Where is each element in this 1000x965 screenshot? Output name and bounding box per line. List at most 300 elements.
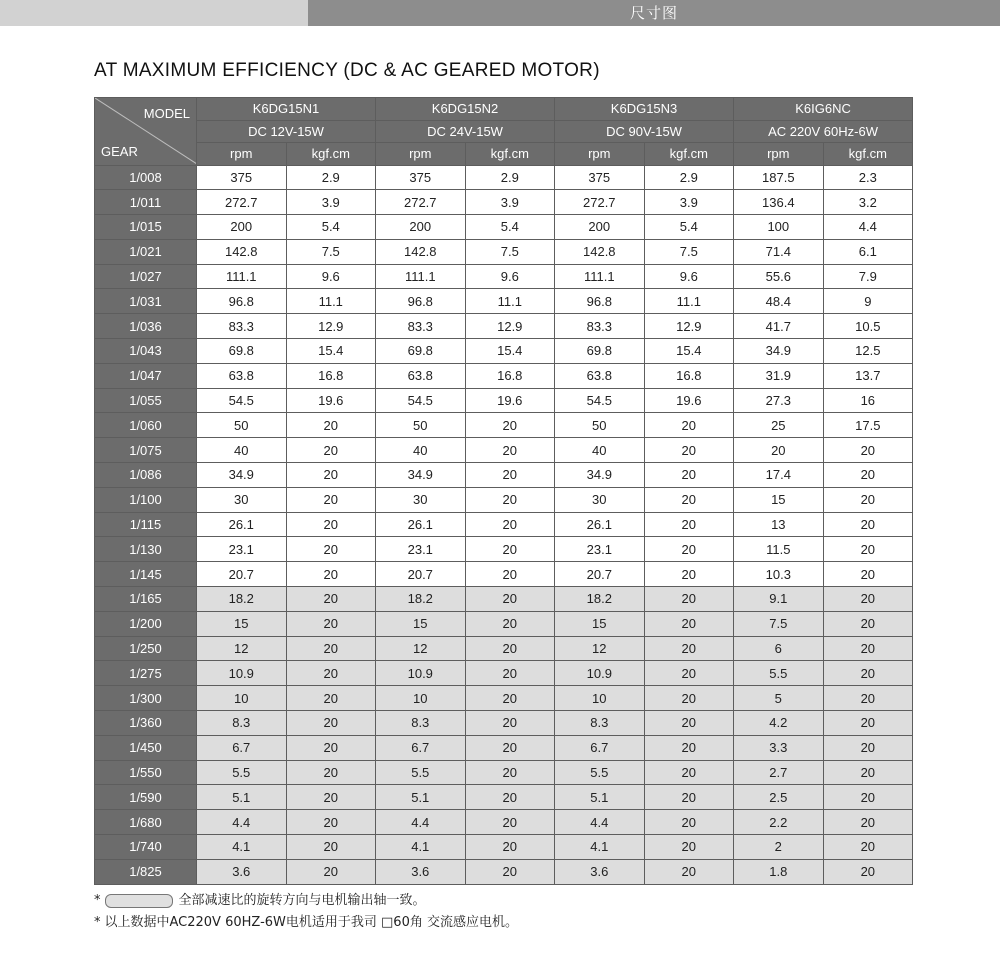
rpm-cell: 50	[376, 413, 466, 438]
table-row	[95, 512, 913, 537]
section-title: 尺寸图	[308, 0, 1000, 26]
torque-cell: 20	[644, 686, 734, 711]
torque-cell: 20	[465, 463, 555, 488]
table-row	[95, 215, 913, 240]
table-row	[95, 388, 913, 413]
torque-cell: 20	[465, 413, 555, 438]
gear-ratio-cell: 1/450	[95, 735, 197, 760]
torque-cell: 20	[823, 711, 913, 736]
gear-ratio-cell: 1/021	[95, 239, 197, 264]
rpm-cell: 83.3	[555, 314, 645, 339]
gear-ratio-cell: 1/011	[95, 190, 197, 215]
torque-cell: 5.4	[465, 215, 555, 240]
rpm-cell: 20	[734, 438, 824, 463]
torque-cell: 20	[465, 711, 555, 736]
rpm-cell: 96.8	[555, 289, 645, 314]
torque-cell: 20	[644, 587, 734, 612]
rpm-cell: 63.8	[197, 363, 287, 388]
gear-ratio-cell: 1/740	[95, 835, 197, 860]
torque-cell: 20	[465, 735, 555, 760]
torque-cell: 20	[823, 463, 913, 488]
rpm-cell: 15	[555, 611, 645, 636]
rpm-cell: 30	[197, 487, 287, 512]
torque-cell: 12.9	[644, 314, 734, 339]
torque-cell: 9.6	[465, 264, 555, 289]
rpm-cell: 23.1	[197, 537, 287, 562]
torque-cell: 20	[644, 735, 734, 760]
torque-cell: 20	[644, 636, 734, 661]
table-row	[95, 686, 913, 711]
rpm-cell: 17.4	[734, 463, 824, 488]
rpm-cell: 69.8	[555, 339, 645, 364]
table-row	[95, 363, 913, 388]
torque-cell: 12.9	[286, 314, 376, 339]
torque-cell: 9.6	[286, 264, 376, 289]
rpm-cell: 6.7	[376, 735, 466, 760]
rpm-cell: 69.8	[376, 339, 466, 364]
rpm-cell: 6.7	[555, 735, 645, 760]
torque-cell: 20	[644, 512, 734, 537]
rpm-cell: 83.3	[197, 314, 287, 339]
top-banner	[0, 0, 1000, 26]
table-row	[95, 264, 913, 289]
torque-cell: 5.4	[644, 215, 734, 240]
rpm-cell: 136.4	[734, 190, 824, 215]
rpm-cell: 63.8	[376, 363, 466, 388]
table-row	[95, 735, 913, 760]
corner-gear-label: GEAR	[101, 143, 138, 159]
torque-cell: 20	[286, 711, 376, 736]
gear-ratio-cell: 1/250	[95, 636, 197, 661]
model-name: K6DG15N1	[197, 98, 376, 121]
rpm-cell: 10.9	[376, 661, 466, 686]
rpm-cell: 26.1	[197, 512, 287, 537]
torque-cell: 20	[644, 711, 734, 736]
rpm-cell: 96.8	[376, 289, 466, 314]
rpm-cell: 3.6	[376, 859, 466, 884]
torque-cell: 20	[286, 487, 376, 512]
rpm-cell: 4.4	[555, 810, 645, 835]
torque-cell: 17.5	[823, 413, 913, 438]
torque-cell: 11.1	[286, 289, 376, 314]
torque-cell: 20	[465, 661, 555, 686]
torque-cell: 20	[644, 785, 734, 810]
rpm-cell: 5.1	[197, 785, 287, 810]
rpm-cell: 13	[734, 512, 824, 537]
table-row	[95, 438, 913, 463]
torque-cell: 20	[465, 636, 555, 661]
rpm-cell: 10.3	[734, 562, 824, 587]
table-row	[95, 314, 913, 339]
torque-cell: 20	[286, 785, 376, 810]
table-row	[95, 760, 913, 785]
torque-cell: 7.5	[465, 239, 555, 264]
table-row	[95, 587, 913, 612]
gear-ratio-cell: 1/680	[95, 810, 197, 835]
table-row	[95, 661, 913, 686]
torque-cell: 9.6	[644, 264, 734, 289]
rpm-cell: 5.5	[555, 760, 645, 785]
rpm-cell: 2.5	[734, 785, 824, 810]
gear-ratio-cell: 1/043	[95, 339, 197, 364]
torque-cell: 2.9	[465, 165, 555, 190]
unit-rpm: rpm	[734, 143, 824, 166]
torque-cell: 9	[823, 289, 913, 314]
model-name: K6DG15N3	[555, 98, 734, 121]
rpm-cell: 25	[734, 413, 824, 438]
rpm-cell: 4.4	[376, 810, 466, 835]
rpm-cell: 34.9	[197, 463, 287, 488]
rpm-cell: 71.4	[734, 239, 824, 264]
rpm-cell: 8.3	[197, 711, 287, 736]
torque-cell: 20	[465, 785, 555, 810]
torque-cell: 19.6	[286, 388, 376, 413]
torque-cell: 20	[286, 835, 376, 860]
torque-cell: 20	[286, 512, 376, 537]
torque-cell: 20	[823, 661, 913, 686]
table-row	[95, 289, 913, 314]
rpm-cell: 23.1	[376, 537, 466, 562]
torque-cell: 20	[465, 512, 555, 537]
gear-ratio-cell: 1/086	[95, 463, 197, 488]
torque-cell: 7.5	[644, 239, 734, 264]
gear-ratio-cell: 1/300	[95, 686, 197, 711]
rpm-cell: 2.2	[734, 810, 824, 835]
torque-cell: 15.4	[286, 339, 376, 364]
torque-cell: 20	[644, 413, 734, 438]
torque-cell: 20	[286, 611, 376, 636]
rpm-cell: 6	[734, 636, 824, 661]
torque-cell: 20	[286, 686, 376, 711]
gear-ratio-cell: 1/275	[95, 661, 197, 686]
torque-cell: 20	[644, 810, 734, 835]
rpm-cell: 83.3	[376, 314, 466, 339]
gear-ratio-cell: 1/360	[95, 711, 197, 736]
torque-cell: 20	[644, 835, 734, 860]
torque-cell: 20	[286, 587, 376, 612]
torque-cell: 16.8	[286, 363, 376, 388]
banner-left-strip	[0, 0, 308, 26]
table-row	[95, 487, 913, 512]
rpm-cell: 20.7	[197, 562, 287, 587]
rpm-cell: 375	[376, 165, 466, 190]
torque-cell: 20	[286, 661, 376, 686]
unit-torque: kgf.cm	[823, 143, 913, 166]
rpm-cell: 5.5	[376, 760, 466, 785]
torque-cell: 20	[286, 463, 376, 488]
torque-cell: 2.3	[823, 165, 913, 190]
table-row	[95, 785, 913, 810]
table-row	[95, 413, 913, 438]
gear-ratio-cell: 1/008	[95, 165, 197, 190]
rpm-cell: 30	[376, 487, 466, 512]
rpm-cell: 20.7	[376, 562, 466, 587]
gear-ratio-cell: 1/115	[95, 512, 197, 537]
torque-cell: 3.2	[823, 190, 913, 215]
rpm-cell: 40	[376, 438, 466, 463]
torque-cell: 20	[823, 785, 913, 810]
gear-ratio-cell: 1/145	[95, 562, 197, 587]
gear-ratio-cell: 1/036	[95, 314, 197, 339]
gear-ratio-cell: 1/590	[95, 785, 197, 810]
footnote-2	[94, 912, 518, 934]
rpm-cell: 4.1	[376, 835, 466, 860]
torque-cell: 20	[823, 760, 913, 785]
table-row	[95, 711, 913, 736]
rpm-cell: 20.7	[555, 562, 645, 587]
gear-ratio-cell: 1/060	[95, 413, 197, 438]
rpm-cell: 10.9	[555, 661, 645, 686]
torque-cell: 19.6	[465, 388, 555, 413]
rpm-cell: 4.4	[197, 810, 287, 835]
rpm-cell: 111.1	[197, 264, 287, 289]
rpm-cell: 200	[555, 215, 645, 240]
rpm-cell: 23.1	[555, 537, 645, 562]
torque-cell: 20	[465, 537, 555, 562]
rpm-cell: 15	[376, 611, 466, 636]
rpm-cell: 9.1	[734, 587, 824, 612]
model-spec: DC 90V-15W	[555, 120, 734, 143]
torque-cell: 20	[644, 661, 734, 686]
rpm-cell: 34.9	[555, 463, 645, 488]
rpm-cell: 5.5	[197, 760, 287, 785]
table-row	[95, 562, 913, 587]
rpm-cell: 272.7	[376, 190, 466, 215]
torque-cell: 13.7	[823, 363, 913, 388]
torque-cell: 20	[823, 611, 913, 636]
torque-cell: 20	[465, 611, 555, 636]
shaded-legend-swatch	[105, 894, 173, 908]
torque-cell: 20	[644, 611, 734, 636]
rpm-cell: 5.1	[376, 785, 466, 810]
model-name: K6IG6NC	[734, 98, 913, 121]
page-title: AT MAXIMUM EFFICIENCY (DC & AC GEARED MOTOR)	[94, 60, 600, 81]
table-row	[95, 239, 913, 264]
rpm-cell: 55.6	[734, 264, 824, 289]
footnote-text: 全部减速比的旋转方向与电机输出轴一致。	[178, 893, 426, 908]
rpm-cell: 63.8	[555, 363, 645, 388]
torque-cell: 20	[286, 636, 376, 661]
gear-ratio-cell: 1/031	[95, 289, 197, 314]
model-spec: DC 12V-15W	[197, 120, 376, 143]
gear-ratio-cell: 1/550	[95, 760, 197, 785]
rpm-cell: 40	[197, 438, 287, 463]
footnotes	[94, 890, 518, 934]
table-row	[95, 339, 913, 364]
torque-cell: 20	[465, 859, 555, 884]
torque-cell: 20	[465, 438, 555, 463]
torque-cell: 20	[823, 686, 913, 711]
rpm-cell: 272.7	[555, 190, 645, 215]
rpm-cell: 40	[555, 438, 645, 463]
rpm-cell: 8.3	[555, 711, 645, 736]
torque-cell: 20	[823, 537, 913, 562]
unit-rpm: rpm	[376, 143, 466, 166]
table-row	[95, 190, 913, 215]
torque-cell: 20	[823, 487, 913, 512]
torque-cell: 12.5	[823, 339, 913, 364]
gear-ratio-cell: 1/047	[95, 363, 197, 388]
rpm-cell: 8.3	[376, 711, 466, 736]
unit-rpm: rpm	[197, 143, 287, 166]
torque-cell: 20	[465, 686, 555, 711]
rpm-cell: 375	[555, 165, 645, 190]
torque-cell: 20	[465, 810, 555, 835]
rpm-cell: 3.6	[555, 859, 645, 884]
rpm-cell: 2.7	[734, 760, 824, 785]
torque-cell: 20	[465, 835, 555, 860]
unit-torque: kgf.cm	[286, 143, 376, 166]
torque-cell: 20	[644, 438, 734, 463]
rpm-cell: 4.1	[555, 835, 645, 860]
torque-cell: 20	[823, 636, 913, 661]
torque-cell: 5.4	[286, 215, 376, 240]
table-row	[95, 165, 913, 190]
table-row	[95, 859, 913, 884]
footnote-text: 以上数据中AC220V 60HZ-6W电机适用于我司 □60角 交流感应电机。	[104, 915, 518, 930]
torque-cell: 20	[823, 859, 913, 884]
table-row	[95, 463, 913, 488]
torque-cell: 11.1	[465, 289, 555, 314]
model-spec: DC 24V-15W	[376, 120, 555, 143]
torque-cell: 20	[644, 859, 734, 884]
rpm-cell: 18.2	[555, 587, 645, 612]
torque-cell: 20	[286, 735, 376, 760]
table-row	[95, 835, 913, 860]
rpm-cell: 12	[376, 636, 466, 661]
torque-cell: 20	[286, 413, 376, 438]
torque-cell: 3.9	[286, 190, 376, 215]
torque-cell: 10.5	[823, 314, 913, 339]
rpm-cell: 18.2	[376, 587, 466, 612]
rpm-cell: 27.3	[734, 388, 824, 413]
rpm-cell: 12	[197, 636, 287, 661]
gear-ratio-cell: 1/100	[95, 487, 197, 512]
table-row	[95, 636, 913, 661]
rpm-cell: 30	[555, 487, 645, 512]
rpm-cell: 48.4	[734, 289, 824, 314]
torque-cell: 20	[286, 438, 376, 463]
table-row	[95, 537, 913, 562]
rpm-cell: 12	[555, 636, 645, 661]
table-row	[95, 611, 913, 636]
rpm-cell: 54.5	[376, 388, 466, 413]
unit-torque: kgf.cm	[465, 143, 555, 166]
torque-cell: 20	[823, 810, 913, 835]
torque-cell: 20	[644, 463, 734, 488]
footnote-marker: *	[94, 915, 101, 930]
rpm-cell: 1.8	[734, 859, 824, 884]
rpm-cell: 10.9	[197, 661, 287, 686]
rpm-cell: 100	[734, 215, 824, 240]
rpm-cell: 50	[555, 413, 645, 438]
torque-cell: 2.9	[644, 165, 734, 190]
rpm-cell: 142.8	[376, 239, 466, 264]
rpm-cell: 142.8	[555, 239, 645, 264]
torque-cell: 20	[286, 810, 376, 835]
torque-cell: 19.6	[644, 388, 734, 413]
torque-cell: 20	[823, 735, 913, 760]
rpm-cell: 41.7	[734, 314, 824, 339]
rpm-cell: 34.9	[376, 463, 466, 488]
rpm-cell: 31.9	[734, 363, 824, 388]
rpm-cell: 200	[376, 215, 466, 240]
gear-ratio-cell: 1/075	[95, 438, 197, 463]
torque-cell: 15.4	[465, 339, 555, 364]
torque-cell: 16.8	[644, 363, 734, 388]
rpm-cell: 10	[376, 686, 466, 711]
torque-cell: 20	[644, 487, 734, 512]
rpm-cell: 5.1	[555, 785, 645, 810]
rpm-cell: 50	[197, 413, 287, 438]
rpm-cell: 4.2	[734, 711, 824, 736]
unit-rpm: rpm	[555, 143, 645, 166]
torque-cell: 2.9	[286, 165, 376, 190]
rpm-cell: 111.1	[376, 264, 466, 289]
rpm-cell: 200	[197, 215, 287, 240]
rpm-cell: 54.5	[197, 388, 287, 413]
rpm-cell: 69.8	[197, 339, 287, 364]
torque-cell: 20	[644, 562, 734, 587]
gear-ratio-cell: 1/027	[95, 264, 197, 289]
table-body	[95, 165, 913, 884]
rpm-cell: 26.1	[555, 512, 645, 537]
rpm-cell: 187.5	[734, 165, 824, 190]
torque-cell: 15.4	[644, 339, 734, 364]
torque-cell: 20	[465, 487, 555, 512]
torque-cell: 20	[644, 760, 734, 785]
rpm-cell: 142.8	[197, 239, 287, 264]
torque-cell: 20	[286, 760, 376, 785]
torque-cell: 11.1	[644, 289, 734, 314]
torque-cell: 20	[286, 562, 376, 587]
torque-cell: 3.9	[644, 190, 734, 215]
torque-cell: 20	[823, 512, 913, 537]
rpm-cell: 18.2	[197, 587, 287, 612]
rpm-cell: 54.5	[555, 388, 645, 413]
rpm-cell: 6.7	[197, 735, 287, 760]
torque-cell: 16	[823, 388, 913, 413]
torque-cell: 20	[286, 537, 376, 562]
torque-cell: 3.9	[465, 190, 555, 215]
rpm-cell: 3.6	[197, 859, 287, 884]
torque-cell: 20	[823, 835, 913, 860]
rpm-cell: 15	[197, 611, 287, 636]
torque-cell: 7.9	[823, 264, 913, 289]
model-spec: AC 220V 60Hz-6W	[734, 120, 913, 143]
rpm-cell: 5.5	[734, 661, 824, 686]
rpm-cell: 34.9	[734, 339, 824, 364]
model-name: K6DG15N2	[376, 98, 555, 121]
torque-cell: 16.8	[465, 363, 555, 388]
rpm-cell: 4.1	[197, 835, 287, 860]
footnote-1	[94, 890, 518, 912]
gear-spec-table	[94, 97, 913, 885]
unit-torque: kgf.cm	[644, 143, 734, 166]
corner-header	[95, 98, 197, 166]
rpm-cell: 11.5	[734, 537, 824, 562]
footnote-marker: *	[94, 893, 101, 908]
torque-cell: 12.9	[465, 314, 555, 339]
torque-cell: 20	[465, 587, 555, 612]
gear-ratio-cell: 1/130	[95, 537, 197, 562]
torque-cell: 20	[823, 562, 913, 587]
rpm-cell: 7.5	[734, 611, 824, 636]
gear-ratio-cell: 1/200	[95, 611, 197, 636]
torque-cell: 20	[823, 438, 913, 463]
rpm-cell: 2	[734, 835, 824, 860]
rpm-cell: 10	[197, 686, 287, 711]
